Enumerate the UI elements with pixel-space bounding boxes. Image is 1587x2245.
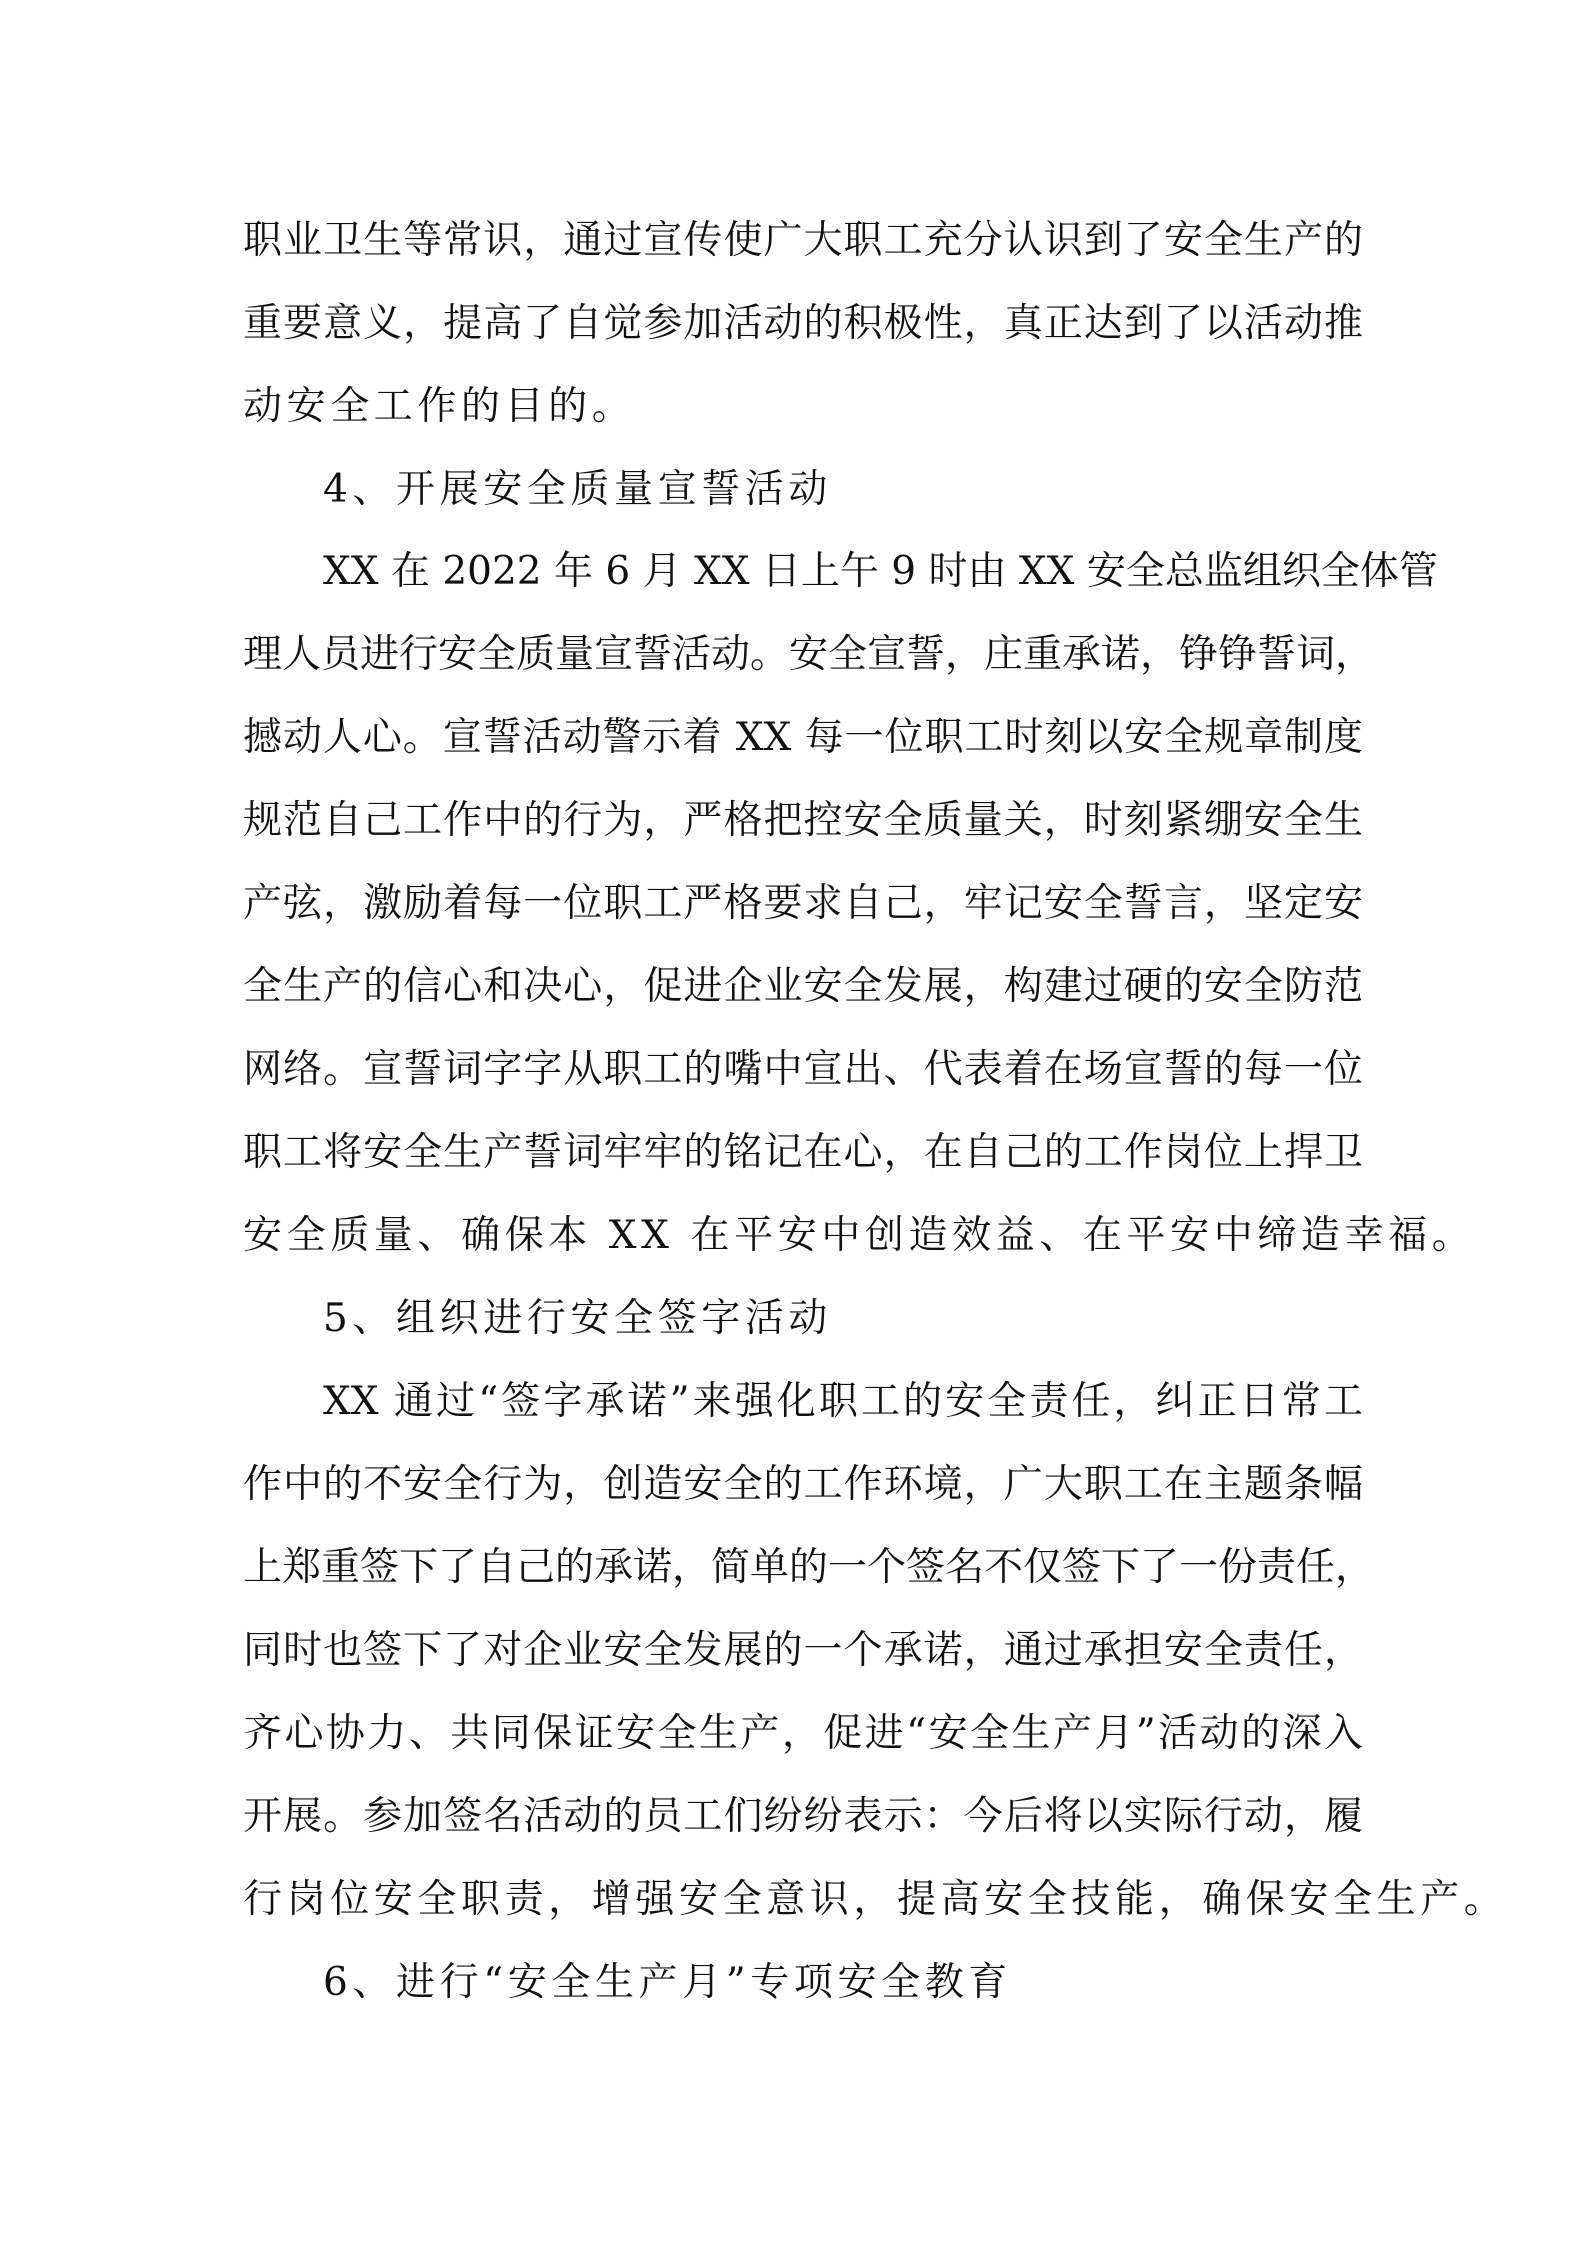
paragraph-line: XX 在 2022 年 6 月 XX 日上午 9 时由 XX 安全总监组织全体管 (323, 549, 1438, 594)
paragraph-line: 理人员进行安全质量宣誓活动。安全宣誓，庄重承诺，铮铮誓词， (243, 632, 1375, 677)
paragraph-line: 齐心协力、共同保证安全生产，促进“安全生产月”活动的深入 (243, 1711, 1363, 1756)
paragraph-line: 上郑重签下了自己的承诺，简单的一个签名不仅签下了一份责任， (243, 1545, 1375, 1590)
section-heading-5: 5、组织进行安全签字活动 (323, 1296, 833, 1341)
paragraph-line: 行岗位安全职责，增强安全意识，提高安全技能，确保安全生产。 (243, 1877, 1508, 1922)
paragraph-line: 全生产的信心和决心，促进企业安全发展，构建过硬的安全防范 (243, 964, 1363, 1009)
paragraph-line: XX 通过“签字承诺”来强化职工的安全责任，纠正日常工 (323, 1379, 1363, 1424)
paragraph-line: 作中的不安全行为，创造安全的工作环境，广大职工在主题条幅 (243, 1462, 1363, 1507)
paragraph-line: 职工将安全生产誓词牢牢的铭记在心，在自己的工作岗位上捍卫 (243, 1130, 1363, 1175)
paragraph-line: 网络。宣誓词字字从职工的嘴中宣出、代表着在场宣誓的每一位 (243, 1047, 1363, 1092)
section-heading-4: 4、开展安全质量宣誓活动 (323, 467, 833, 512)
paragraph-line: 开展。参加签名活动的员工们纷纷表示：今后将以实际行动，履 (243, 1794, 1363, 1839)
paragraph-line: 安全质量、确保本 XX 在平安中创造效益、在平安中缔造幸福。 (243, 1213, 1476, 1258)
paragraph-line: 同时也签下了对企业安全发展的一个承诺，通过承担安全责任， (243, 1628, 1363, 1673)
paragraph-line: 职业卫生等常识，通过宣传使广大职工充分认识到了安全生产的 (243, 218, 1363, 263)
paragraph-line: 撼动人心。宣誓活动警示着 XX 每一位职工时刻以安全规章制度 (243, 715, 1363, 760)
paragraph-line: 动安全工作的目的。 (243, 384, 636, 429)
paragraph-line: 产弦，激励着每一位职工严格要求自己，牢记安全誓言，坚定安 (243, 881, 1363, 926)
paragraph-line: 规范自己工作中的行为，严格把控安全质量关，时刻紧绷安全生 (243, 798, 1363, 843)
paragraph-line: 重要意义，提高了自觉参加活动的积极性，真正达到了以活动推 (243, 301, 1363, 346)
section-heading-6: 6、进行“安全生产月”专项安全教育 (323, 1960, 1012, 2005)
